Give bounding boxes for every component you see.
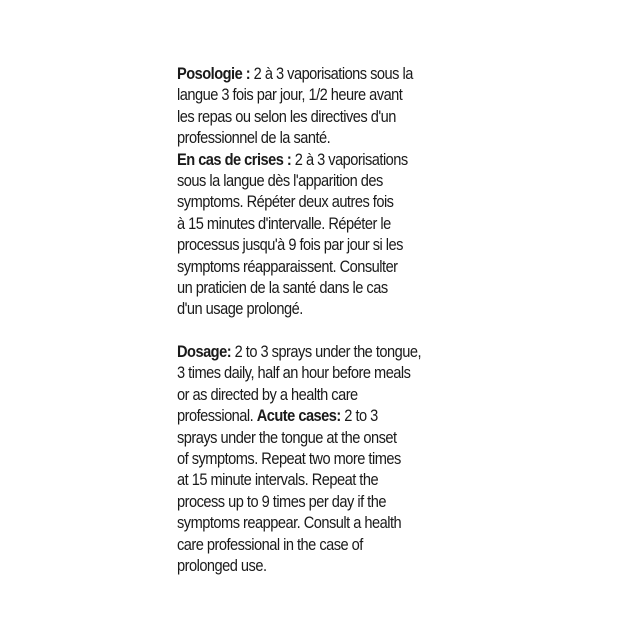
french-crisis-line-2: sous la langue dès l'apparition des [177,171,383,191]
english-professional-text: professional. [177,406,254,426]
french-crisis-line-7: un praticien de la santé dans le cas [177,278,388,298]
french-dosage-line-4: professionnel de la santé. [177,128,331,148]
english-acute-label: Acute cases: [256,406,341,426]
french-crisis-paragraph [177,149,467,320]
english-acute-text: 2 to 3 [344,406,378,426]
english-line-6: of symptoms. Repeat two more times [177,448,401,468]
english-paragraph [177,341,467,576]
english-dosage-label: Dosage: [177,341,232,361]
french-dosage-text: 2 à 3 vaporisations sous la [253,64,413,83]
french-crisis-line-5: processus jusqu'à 9 fois par jour si les [177,235,403,255]
french-crisis-line-1 [177,149,467,170]
english-line-11: prolonged use. [177,555,267,575]
english-line-8: process up to 9 times per day if the [177,491,386,511]
english-line-10: care professional in the case of [177,534,363,554]
french-dosage-paragraph [177,63,467,149]
french-crisis-label: En cas de crises : [177,149,292,169]
english-line-9: symptoms reappear. Consult a health [177,513,402,533]
french-dosage-line-2: langue 3 fois par jour, 1/2 heure avant [177,85,403,105]
french-crisis-line-6: symptoms réapparaissent. Consulter [177,256,398,276]
french-dosage-line-1 [177,63,467,84]
french-crisis-line-3: symptoms. Répéter deux autres fois [177,192,394,212]
english-dosage-text: 2 to 3 sprays under the tongue, [234,341,422,361]
french-crisis-line-8: d'un usage prolongé. [177,299,303,319]
english-line-7: at 15 minute intervals. Repeat the [177,470,379,490]
english-line-5: sprays under the tongue at the onset [177,427,397,447]
english-line-2: 3 times daily, half an hour before meals [177,363,411,383]
french-crisis-text: 2 à 3 vaporisations [294,149,408,169]
english-line-4 [177,405,467,426]
english-line-3: or as directed by a health care [177,384,358,404]
french-dosage-line-3: les repas ou selon les directives d'un [177,106,396,126]
english-line-1 [177,341,467,362]
french-crisis-line-4: à 15 minutes d'intervalle. Répéter le [177,213,391,233]
directions-text-block [177,63,467,576]
french-dosage-label: Posologie : [177,64,251,83]
